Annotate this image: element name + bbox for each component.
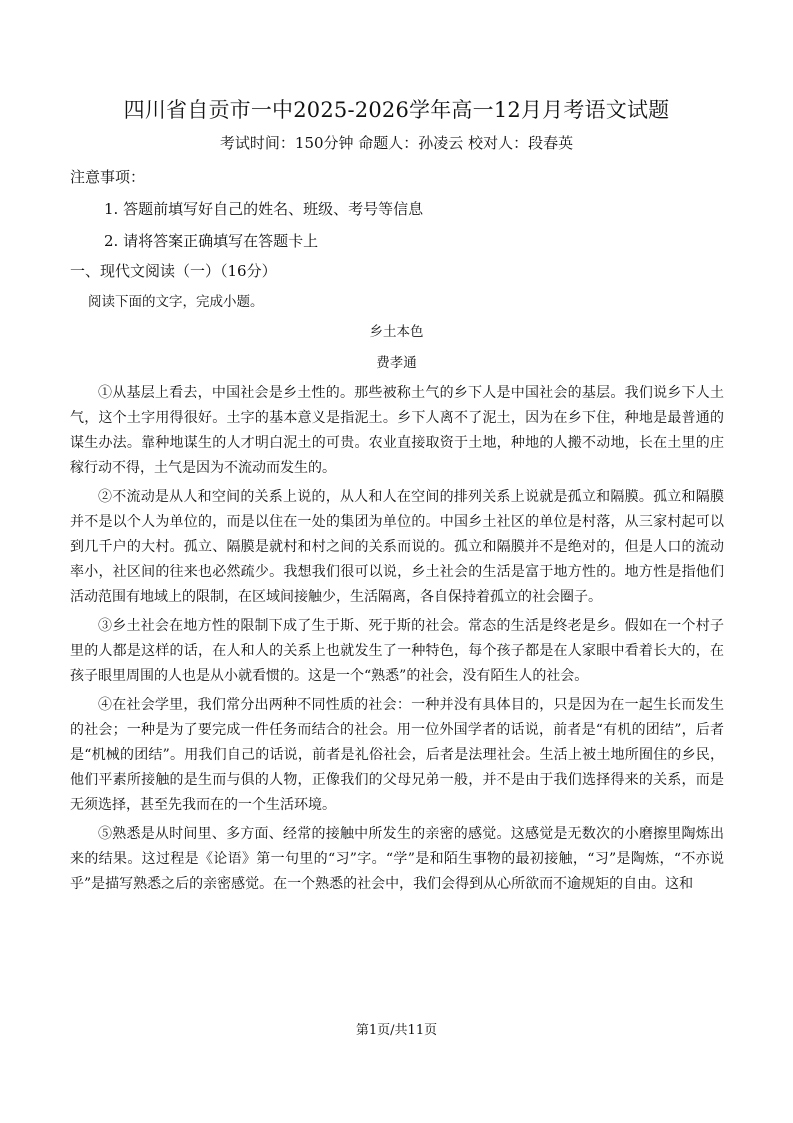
section-heading: 一、现代文阅读（一）（16分） — [70, 262, 277, 280]
article-body — [70, 381, 724, 901]
page-title: 四川省自贡市一中2025-2026学年高一12月月考语文试题 — [123, 98, 670, 122]
reading-instruction: 阅读下面的文字，完成小题。 — [88, 294, 264, 310]
notice-heading: 注意事项： — [70, 168, 146, 186]
notice-item-2: 2. 请将答案正确填写在答题卡上 — [104, 232, 319, 250]
article-paragraph-5: ⑤熟悉是从时间里、多方面、经常的接触中所发生的亲密的感觉。这感觉是无数次的小磨擦里陶炼出来的结果。这过程是《论语》第一句里的“习”字。“学”是和陌生事物的最初接触，“习”是陶炼，“不亦说乎”是描写熟悉之后的亲密感觉。在一个熟悉的社会中，我们会得到从心所欲而不逾规矩的自由。这和 — [70, 826, 724, 892]
exam-info: 考试时间：150分钟 命题人：孙凌云 校对人：段春英 — [219, 134, 574, 152]
article-paragraph-2: ②不流动是从人和空间的关系上说的，从人和人在空间的排列关系上说就是孤立和隔膜。孤立和隔膜并不是以个人为单位的，而是以住在一处的集团为单位的。中国乡土社区的单位是村落，从三家村起可以到几千户的大村。孤立、隔膜是就村和村之间的关系而说的。孤立和隔膜并不是绝对的，但是人口的流动率小，社区间的往来也必然疏少。我想我们很可以说，乡土社会的生活是富于地方性的。地方性是指他们活动范围有地域上的限制，在区域间接触少，生活隔离，各自保持着孤立的社会圈子。 — [70, 489, 724, 605]
article-paragraph-3: ③乡土社会在地方性的限制下成了生于斯、死于斯的社会。常态的生活是终老是乡。假如在一个村子里的人都是这样的话，在人和人的关系上也就发生了一种特色，每个孩子都是在人家眼中看着长大的，在孩子眼里周围的人也是从小就看惯的。这是一个“熟悉”的社会，没有陌生人的社会。 — [70, 618, 724, 684]
page-footer: 第1页/共11页 — [355, 1023, 438, 1038]
article-author: 费孝通 — [376, 355, 417, 371]
article-paragraph-4: ④在社会学里，我们常分出两种不同性质的社会：一种并没有具体目的，只是因为在一起生长而发生的社会；一种是为了要完成一件任务而结合的社会。用一位外国学者的话说，前者是“有机的团结”，后者是“机械的团结”。用我们自己的话说，前者是礼俗社会，后者是法理社会。生活上被土地所囿住的乡民，他们平素所接触的是生而与俱的人物，正像我们的父母兄弟一般，并不是由于我们选择得来的关系，而是无须选择，甚至先我而在的一个生活环境。 — [70, 697, 724, 813]
notice-item-1: 1. 答题前填写好自己的姓名、班级、考号等信息 — [104, 200, 424, 218]
article-title: 乡土本色 — [369, 324, 424, 340]
article-paragraph-1: ①从基层上看去，中国社会是乡土性的。那些被称土气的乡下人是中国社会的基层。我们说乡下人土气，这个土字用得很好。土字的基本意义是指泥土。乡下人离不了泥土，因为在乡下住，种地是最普通的谋生办法。靠种地谋生的人才明白泥土的可贵。农业直接取资于土地，种地的人搬不动地，长在土里的庄稼行动不得，土气是因为不流动而发生的。 — [70, 385, 724, 476]
